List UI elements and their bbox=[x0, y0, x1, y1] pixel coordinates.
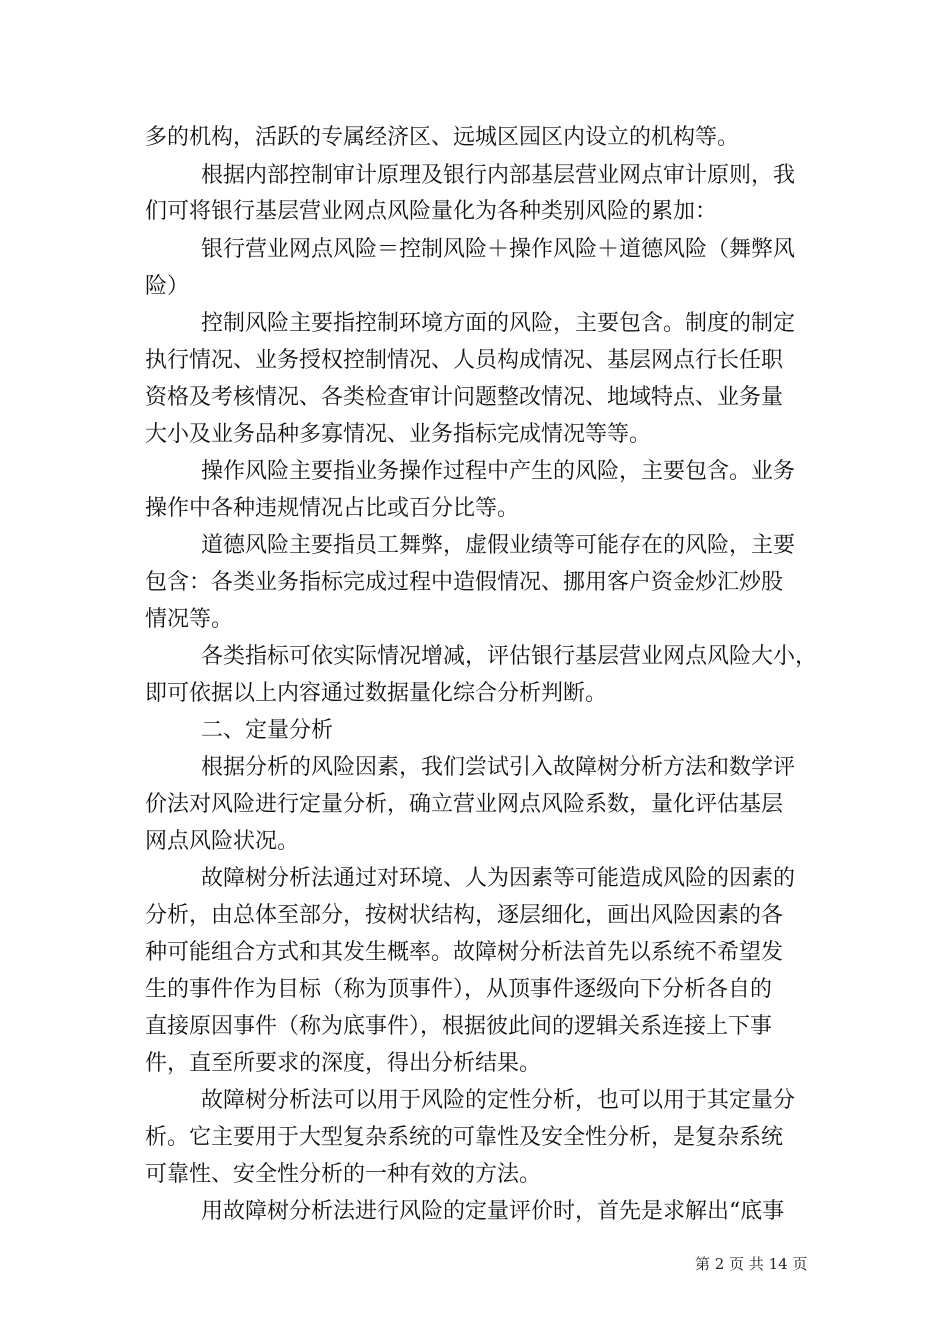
text-line: 操作中各种违规情况占比或百分比等。 bbox=[145, 496, 520, 521]
text-line: 种可能组合方式和其发生概率。故障树分析法首先以系统不希望发 bbox=[145, 940, 784, 965]
text-line: 分析，由总体至部分，按树状结构，逐层细化，画出风险因素的各 bbox=[145, 903, 784, 928]
text-line: 生的事件作为目标（称为顶事件），从顶事件逐级向下分析各自的 bbox=[145, 977, 773, 1002]
text-line: 直接原因事件（称为底事件），根据彼此间的逻辑关系连接上下事 bbox=[145, 1014, 773, 1039]
text-line: 大小及业务品种多寡情况、业务指标完成情况等等。 bbox=[145, 422, 652, 447]
text-line: 即可依据以上内容通过数据量化综合分析判断。 bbox=[145, 681, 608, 706]
text-line: 包含：各类业务指标完成过程中造假情况、挪用客户资金炒汇炒股 bbox=[145, 570, 784, 595]
section-heading: 二、定量分析 bbox=[201, 718, 334, 743]
text-line: 资格及考核情况、各类检查审计问题整改情况、地域特点、业务量 bbox=[145, 385, 784, 410]
text-line: 多的机构，活跃的专属经济区、远城区园区内设立的机构等。 bbox=[145, 125, 740, 150]
text-line: 险） bbox=[145, 274, 190, 299]
text-line: 控制风险主要指控制环境方面的风险，主要包含。制度的制定 bbox=[201, 311, 796, 336]
text-line: 根据分析的风险因素，我们尝试引入故障树分析方法和数学评 bbox=[201, 755, 796, 780]
text-line: 情况等。 bbox=[145, 607, 234, 632]
text-line: 操作风险主要指业务操作过程中产生的风险，主要包含。业务 bbox=[201, 459, 796, 484]
text-line: 各类指标可依实际情况增减，评估银行基层营业网点风险大小， bbox=[201, 644, 818, 669]
text-line: 用故障树分析法进行风险的定量评价时，首先是求解出“底事 bbox=[201, 1199, 785, 1224]
text-line: 执行情况、业务授权控制情况、人员构成情况、基层网点行长任职 bbox=[145, 348, 784, 373]
text-line: 根据内部控制审计原理及银行内部基层营业网点审计原则，我 bbox=[201, 163, 796, 188]
text-line: 道德风险主要指员工舞弊，虚假业绩等可能存在的风险，主要 bbox=[201, 533, 796, 558]
text-line: 网点风险状况。 bbox=[145, 829, 300, 854]
text-line: 们可将银行基层营业网点风险量化为各种类别风险的累加： bbox=[145, 199, 718, 224]
text-line: 件，直至所要求的深度，得出分析结果。 bbox=[145, 1051, 542, 1076]
text-line: 析。它主要用于大型复杂系统的可靠性及安全性分析，是复杂系统 bbox=[145, 1125, 784, 1150]
text-line: 价法对风险进行定量分析，确立营业网点风险系数，量化评估基层 bbox=[145, 792, 784, 817]
page-number-footer: 第 2 页 共 14 页 bbox=[695, 1255, 808, 1273]
text-line: 故障树分析法通过对环境、人为因素等可能造成风险的因素的 bbox=[201, 866, 796, 891]
text-line: 可靠性、安全性分析的一种有效的方法。 bbox=[145, 1162, 542, 1187]
text-line: 银行营业网点风险＝控制风险＋操作风险＋道德风险（舞弊风 bbox=[201, 237, 796, 262]
text-line: 故障树分析法可以用于风险的定性分析，也可以用于其定量分 bbox=[201, 1088, 796, 1113]
